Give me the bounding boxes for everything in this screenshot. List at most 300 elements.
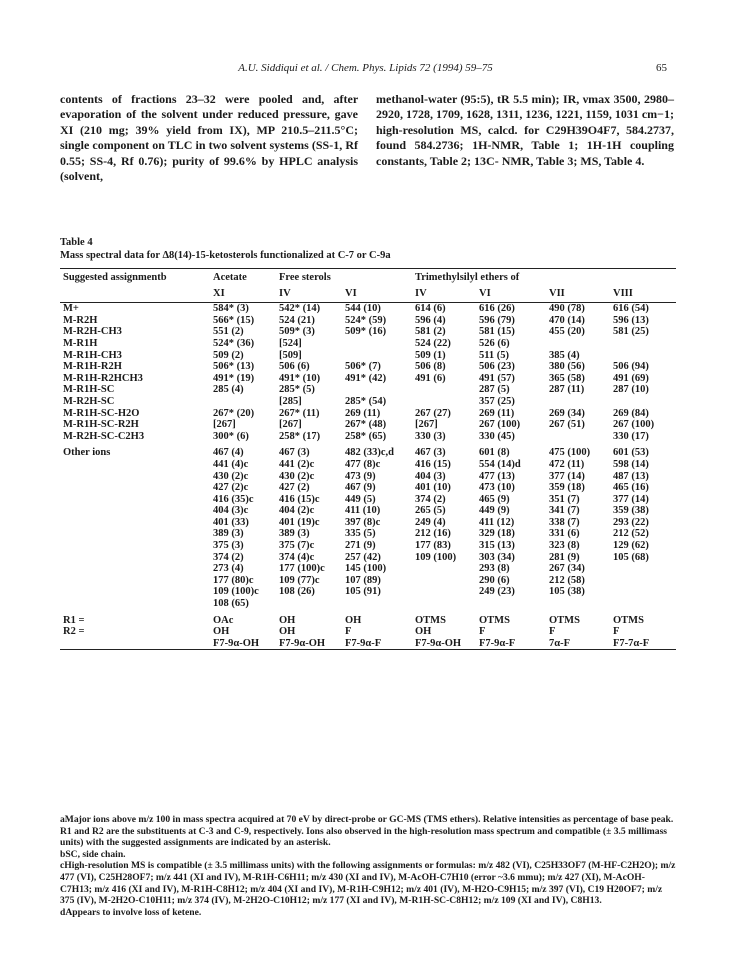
table-cell: 598 (14) [613,458,649,470]
table-cell: 584* (3) [213,303,249,315]
table-cell [412,384,476,396]
table-cell: 341 (7) [549,505,580,517]
col-header-tms-ethers: Trimethylsilyl ethers of [415,272,520,283]
table-cell: 509 (2) [213,349,244,361]
mass-spectral-table [60,268,676,650]
table-cell: 449 (9) [479,505,510,517]
table-cell: 281 (9) [549,551,580,563]
table-cell: 491* (42) [345,372,387,384]
table-cell: 293 (8) [479,563,510,575]
row-label: M-R1H-SC [63,384,115,396]
table-cell: 404 (2)c [279,505,315,517]
table-cell: 375 (7)c [279,540,315,552]
table-cell: 177 (80)c [213,574,254,586]
other-ion-row [60,528,676,540]
row-label: M+ [63,303,79,315]
table-cell: F7-9α-F [479,637,516,649]
table-cell: 581 (15) [479,326,515,338]
substituent-row [60,615,676,627]
table-cell [610,338,676,350]
table-cell: 108 (26) [279,586,315,598]
table-cell: 430 (2)c [279,470,315,482]
table-cell: 551 (2) [213,326,244,338]
table-cell: 596 (79) [479,314,515,326]
row-label: M-R1H-SC-H2O [63,407,140,419]
table-cell: 449 (5) [345,493,376,505]
table-cell: 524* (36) [213,337,255,349]
table-cell: 287 (11) [549,384,585,396]
other-ion-row [60,482,676,494]
row-label: M-R2H-SC [63,395,115,407]
table-cell: 338 (7) [549,516,580,528]
table-cell: 351 (7) [549,493,580,505]
table-cell: 511 (5) [479,349,510,361]
table-cell: 315 (13) [479,540,515,552]
row-label [60,505,210,517]
table-cell: 427 (2) [279,482,310,494]
table-cell: 581 (25) [613,326,649,338]
table-cell: 465 (9) [479,493,510,505]
table-cell: 357 (25) [479,395,515,407]
table-cell: 374 (4)c [279,551,315,563]
table-cell: OTMS [415,614,446,626]
table-cell: 273 (4) [213,563,244,575]
table-cell: 267* (20) [213,407,255,419]
table-cell [342,598,412,610]
table-cell: 287 (5) [479,384,510,396]
row-label: M-R1H-R2H [63,361,122,373]
substituent-row [60,626,676,638]
table-cell: F7-9α-F [345,637,382,649]
table-cell: 430 (2)c [213,470,249,482]
table-cell: 416 (15)c [279,493,320,505]
table-cell: 293 (22) [613,516,649,528]
body-line: C29H39O4F7, 584.2737, found 584.2736; 1H-NMR, [376,122,675,153]
table-caption [60,236,391,262]
table-cell: F [549,626,556,638]
table-cell [546,338,610,350]
body-line: methanol-water (95:5), tR 5.5 min); IR, νmax 3500, [376,92,641,106]
table-cell: OTMS [613,614,644,626]
substituent-rows [60,615,676,650]
table-cell [412,575,476,587]
table-cell: 107 (89) [345,574,381,586]
compound-header: VI [476,284,546,303]
table-cell: 467 (3) [279,447,310,459]
body-line: 2980–2920, 1728, 1709, 1628, 1311, 1236, 1221, [376,92,675,122]
table-cell: 300* (6) [213,430,249,442]
table-cell: 257 (42) [345,551,381,563]
table-cell [342,350,412,362]
table-cell [610,396,676,408]
row-label [60,552,210,564]
table-cell: 269 (84) [613,407,649,419]
table-cell: OAc [213,614,234,626]
table-cell: 596 (4) [415,314,446,326]
table-cell: 470 (14) [549,314,585,326]
assignment-row [60,419,676,431]
table-cell: 330 (3) [415,430,446,442]
table-cell: 487 (13) [613,470,649,482]
table-cell [546,598,610,610]
body-line: 210.5–211.5°C; single component on TLC in two [60,122,359,153]
row-label: M-R2H [63,314,98,326]
body-line: purity of 99.6% by HPLC analysis (solvent, [60,153,358,184]
table-cell: 285* (54) [345,395,387,407]
compound-header: VI [342,284,412,303]
table-cell: OTMS [479,614,510,626]
table-cell: 269 (11) [479,407,515,419]
table-cell: 267* (48) [345,419,387,431]
table-cell: OH [415,626,432,638]
table-cell: 365 (58) [549,372,585,384]
table-cell: 581 (2) [415,326,446,338]
table-cell: 467 (9) [345,482,376,494]
table-cell: [509] [279,349,302,361]
table-cell: 401 (19)c [279,516,320,528]
body-line: gave XI (210 mg; 39% yield from IX), MP [60,107,358,137]
table-cell: 145 (100) [345,563,387,575]
other-ion-row [60,505,676,517]
table-cell: 267 (100) [479,419,521,431]
table-cell: 269 (11) [345,407,381,419]
assignment-rows [60,303,676,443]
table-cell: 389 (3) [213,528,244,540]
table-cell [476,598,546,610]
table-cell: 269 (34) [549,407,585,419]
table-cell: F [479,626,486,638]
col-header-assignment: Suggested assignmentb [63,272,167,283]
table-title: Mass spectral data for Δ8(14)-15-ketosterols functionalized at C-7 or C-9a [60,250,391,261]
table-cell: 335 (5) [345,528,376,540]
table-cell: 490 (78) [549,303,585,315]
table-cell: 509* (16) [345,326,387,338]
table-cell: 416 (35)c [213,493,254,505]
table-cell: 285* (5) [279,384,315,396]
table-cell: 616 (54) [613,303,649,315]
table-cell: 109 (100) [415,551,457,563]
table-cell: 330 (17) [613,430,649,442]
table-cell: 491* (10) [279,372,321,384]
table-cell: 105 (38) [549,586,585,598]
assignment-row [60,350,676,362]
body-columns [60,92,674,184]
body-line: evaporation of the solvent under reduced pressure, [60,107,330,122]
row-label [60,563,210,575]
row-label: Other ions [63,447,111,459]
table-cell: 473 (9) [345,470,376,482]
table-cell: 596 (13) [613,314,649,326]
table-cell: 177 (83) [415,540,451,552]
table-cell [412,563,476,575]
journal-citation: A.U. Siddiqui et al. / Chem. Phys. Lipids 72 (1994) 59–75 [238,62,493,74]
table-cell: 506* (7) [345,361,381,373]
table-cell: 477 (8)c [345,458,381,470]
table-cell: 491* (19) [213,372,255,384]
table-cell: 375 (3) [213,540,244,552]
table-cell: OH [279,614,296,626]
footnote-c: cHigh-resolution MS is compatible (± 3.5 millimass units) with the following assignments or formulas: m/z 482 (VI), C25H33OF7 (M-HF-C2H2O); m/z 477 (VI), C25H28OF7; m/z 441 (XI and IV), M-R1H-C6H11; m/z 430 (XI and IV), M-AcOH-C7H10 (error ~3.6 mmu); m/z 427 (XI), M-AcOH-C7H13; m/z 416 (XI and IV), M-R1H-C8H12; m/z 404 (XI and IV), M-R1H-C9H12; m/z 401 (IV), M-H2O-C9H15; m/z 397 (VI), C19 H20OF7; m/z 375 (IV), M-2H2O-C10H11; m/z 374 (IV), M-2H2O-C10H12; m/z 177 (XI and IV), M-R1H-SC-C8H12; m/z 109 (XI and IV), C8H13. [60,860,676,907]
row-label [60,586,210,598]
table-cell: 506 (8) [415,361,446,373]
row-label [60,638,210,650]
table-cell: 109 (77)c [279,574,320,586]
body-line: Table 1; 1H-1H coupling constants, Table 2; 13C- [376,138,674,168]
row-label [60,459,210,471]
table-cell: OH [345,614,362,626]
row-label [60,517,210,529]
table-cell: 330 (45) [479,430,515,442]
compound-header: VII [546,284,610,303]
table-cell: 129 (62) [613,540,649,552]
body-line: contents of fractions 23–32 were pooled and, after [60,92,358,106]
table-cell: 554 (14)d [479,458,521,470]
other-ion-row [60,598,676,610]
assignment-row [60,408,676,420]
table-cell: F [345,626,352,638]
table-cell: 524 (21) [279,314,315,326]
other-ion-row [60,471,676,483]
footnote-d: dAppears to involve loss of ketene. [60,906,202,918]
assignment-row [60,315,676,327]
table-cell: OH [213,626,230,638]
table-cell: 566* (15) [213,314,255,326]
other-ion-row [60,563,676,575]
row-label: R2 = [63,626,85,638]
assignment-row [60,396,676,408]
row-label [60,540,210,552]
table-cell: 477 (13) [479,470,515,482]
table-cell: 380 (56) [549,361,585,373]
row-label [60,471,210,483]
table-cell: 177 (100)c [279,563,325,575]
table-cell: 267 (100) [613,419,655,431]
table-cell: 509* (3) [279,326,315,338]
table-cell: 524* (59) [345,314,387,326]
table-cell: 475 (100) [549,447,591,459]
row-label [60,598,210,610]
table-cell: 258* (17) [279,430,321,442]
assignment-row [60,338,676,350]
table-cell [210,396,276,408]
body-line: solvent systems (SS-1, Rf 0.55; SS-4, Rf 0.76); [60,138,358,168]
other-ion-row [60,447,676,459]
table-cell: 265 (5) [415,505,446,517]
table-cell [342,338,412,350]
row-label: M-R1H [63,337,98,349]
table-cell: 467 (4) [213,447,244,459]
table-cell: 427 (2)c [213,482,249,494]
table-cell [546,431,610,443]
table-cell: 401 (33) [213,516,249,528]
body-left-column [60,92,358,184]
table-cell: 472 (11) [549,458,585,470]
table-cell: 601 (8) [479,447,510,459]
footnote-a: aMajor ions above m/z 100 in mass spectra acquired at 70 eV by direct-probe or GC-MS (TMS ethers). Relative intensities as percentage of base peak. R1 and R2 are the substituents at C-3 and C-9, respectively. Ions also observed in the high-resolution mass spectrum and compatible (± 3.5 millimass units) with the suggested assignments are indicated by an asterisk. [60,814,674,849]
table-cell: 544 (10) [345,303,381,315]
compound-header: IV [276,284,342,303]
compound-header: XI [210,284,276,303]
table-cell: 542* (14) [279,303,321,315]
assignment-row [60,361,676,373]
table-cell: 359 (18) [549,482,585,494]
table-cell: 411 (10) [345,505,381,517]
table-cell [412,396,476,408]
assignment-row [60,373,676,385]
compound-header: VIII [610,284,676,303]
table-cell [412,598,476,610]
table-cell: 401 (10) [415,482,451,494]
other-ion-row [60,517,676,529]
table-cell: [267] [279,419,302,431]
table-cell: 491 (6) [415,372,446,384]
table-cell: F7-9α-OH [415,637,462,649]
table-cell: 601 (53) [613,447,649,459]
table-cell: 377 (14) [613,493,649,505]
table-cell: OTMS [549,614,580,626]
table-cell: 524 (22) [415,337,451,349]
table-cell: 404 (3)c [213,505,249,517]
table-cell: 105 (68) [613,551,649,563]
row-label [60,494,210,506]
row-label: R1 = [63,614,85,626]
table-cell [276,598,342,610]
body-line: NMR, Table 3; MS, Table 4. [501,153,645,168]
other-ion-row [60,540,676,552]
table-cell [546,396,610,408]
table-cell: 212 (58) [549,574,585,586]
table-cell: 258* (65) [345,430,387,442]
table-cell: [267] [415,419,438,431]
table-cell: 285 (4) [213,384,244,396]
table-cell [610,598,676,610]
row-label: M-R1H-R2HCH3 [63,372,143,384]
other-ion-row [60,459,676,471]
table-cell: 303 (34) [479,551,515,563]
assignment-row [60,431,676,443]
row-label: M-R2H-CH3 [63,326,122,338]
table-cell: 491 (57) [479,372,515,384]
table-cell: 271 (9) [345,540,376,552]
table-cell: 614 (6) [415,303,446,315]
table-label: Table 4 [60,237,93,248]
table-cell: 467 (3) [415,447,446,459]
other-ion-row [60,552,676,564]
table-cell: 249 (23) [479,586,515,598]
footnote-b: bSC, side chain. [60,848,126,860]
table-cell [610,563,676,575]
other-ion-row [60,575,676,587]
table-cell: [524] [279,337,302,349]
compound-header: IV [412,284,476,303]
table-cell [610,575,676,587]
page-number: 65 [656,62,667,74]
row-label: M-R2H-SC-C2H3 [63,430,145,442]
table-cell: 287 (10) [613,384,649,396]
table-cell: 411 (12) [479,516,515,528]
table-cell: 482 (33)c,d [345,447,394,459]
table-cell: 212 (16) [415,528,451,540]
table-cell: 616 (26) [479,303,515,315]
table-cell: 374 (2) [213,551,244,563]
table-cell: 506 (23) [479,361,515,373]
table-cell: 108 (65) [213,598,249,610]
table-cell: 416 (15) [415,458,451,470]
table-cell: F7-9α-OH [279,637,326,649]
table-cell: 109 (100)c [213,586,259,598]
table-cell: 212 (52) [613,528,649,540]
running-header [64,62,667,78]
table-cell [342,384,412,396]
table-cell: 506* (13) [213,361,255,373]
table-cell: 465 (16) [613,482,649,494]
table-cell [610,350,676,362]
assignment-row [60,384,676,396]
table-cell: 7α-F [549,637,571,649]
table-cell: 491 (69) [613,372,649,384]
table-cell: 404 (3) [415,470,446,482]
table-cell: 526 (6) [479,337,510,349]
table-cell: 455 (20) [549,326,585,338]
body-line: 1159, 1031 cm−1; high-resolution MS, calcd. for [376,107,675,137]
body-right-column [376,92,674,184]
table-cell: 397 (8)c [345,516,381,528]
table-cell: 473 (10) [479,482,515,494]
table-cell: 267 (27) [415,407,451,419]
table-cell: 290 (6) [479,574,510,586]
table-footnotes [60,814,676,918]
table-cell: 323 (8) [549,540,580,552]
row-label [60,482,210,494]
row-label [60,575,210,587]
table-cell: 374 (2) [415,493,446,505]
table-cell: [267] [213,419,236,431]
assignment-row [60,303,676,315]
table-cell: 267* (11) [279,407,320,419]
table-cell: 267 (51) [549,419,585,431]
table-cell: F7-7α-F [613,637,650,649]
table-cell: 385 (4) [549,349,580,361]
table-cell: F [613,626,620,638]
table-cell: 331 (6) [549,528,580,540]
table-cell: 249 (4) [415,516,446,528]
table-cell: 377 (14) [549,470,585,482]
row-label [60,528,210,540]
col-header-free-sterols: Free sterols [279,272,331,283]
table-cell: 267 (34) [549,563,585,575]
table-cell: 506 (6) [279,361,310,373]
other-ion-row [60,494,676,506]
table-cell [610,586,676,598]
table-cell: 359 (38) [613,505,649,517]
assignment-row [60,326,676,338]
table-cell: F7-9α-OH [213,637,260,649]
table-cell: 105 (91) [345,586,381,598]
col-header-acetate: Acetate [213,272,247,283]
other-ions-rows [60,447,676,609]
row-label: M-R1H-SC-R2H [63,419,139,431]
other-ion-row [60,586,676,598]
table-cell: 441 (2)c [279,458,315,470]
table-cell: 441 (4)c [213,458,249,470]
table-cell: OH [279,626,296,638]
table-cell: 329 (18) [479,528,515,540]
table-cell: 389 (3) [279,528,310,540]
table-cell: 506 (94) [613,361,649,373]
table-cell: 509 (1) [415,349,446,361]
substituent-row [60,638,676,650]
table-cell: [285] [279,395,302,407]
